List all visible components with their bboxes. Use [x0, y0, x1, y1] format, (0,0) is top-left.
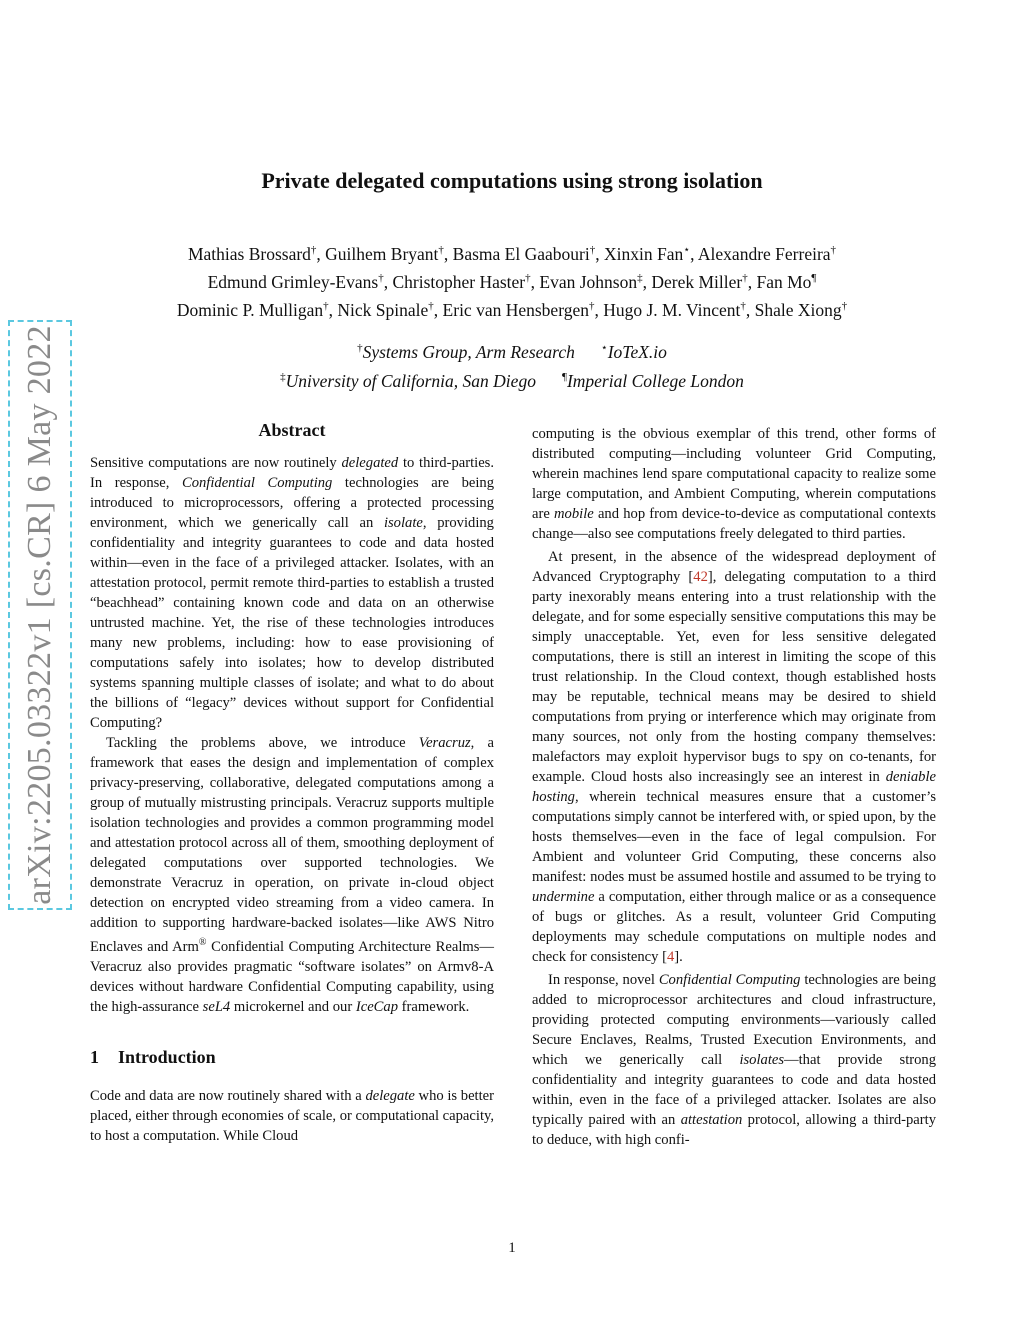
author-name: Eric van Hensbergen	[442, 299, 589, 320]
affiliation-iotex: IoTeX.io	[607, 341, 667, 362]
author-mark: ‡	[637, 271, 643, 284]
emphasis: IceCap	[355, 998, 399, 1015]
text-run: Tackling the problems above, we introduce	[106, 735, 419, 751]
author-mark: †	[525, 271, 531, 284]
arxiv-stamp[interactable]	[8, 320, 72, 910]
author-mark: †	[830, 244, 837, 256]
affiliation-mark: ‡	[280, 370, 286, 383]
citation-link[interactable]: 4	[666, 949, 675, 965]
text-run: —that provide strong confidentiality and integrity guarantees to code and data hosted within, even in the face of a privileged attacker. Isolates are also typically paired with an	[532, 1052, 936, 1128]
emphasis: seL4	[202, 998, 231, 1015]
author-mark: †	[841, 299, 848, 312]
section-title: Introduction	[118, 1046, 216, 1067]
author-mark: †	[438, 244, 444, 256]
text-run: At present, in the absence of the widespread deployment of Advanced Cryptography [	[532, 549, 936, 585]
text-run: to third-parties. In response,	[90, 455, 494, 491]
author-mark: †	[323, 299, 329, 312]
text-run: technologies are being introduced to microprocessors, offering a protected processing environment, which we generically call an	[90, 475, 494, 531]
text-run: and hop from device-to-device as computational contexts change—also see computations freely delegated to third parties.	[532, 506, 936, 542]
text-run: microkernel and our	[230, 998, 356, 1015]
author-name: Dominic P. Mulligan	[176, 299, 324, 320]
section-number: 1	[90, 1046, 99, 1067]
author-name: Hugo J. M. Vincent	[603, 299, 741, 320]
left-column	[90, 420, 494, 1146]
registered-mark: ®	[198, 937, 207, 948]
author-name: Xinxin Fan	[603, 243, 684, 264]
author-line-3: Dominic P. Mulligan†, Nick Spinale†, Eric van Hensbergen†, Hugo J. M. Vincent†, Shale Xiong†	[176, 299, 848, 320]
author-name: Edmund Grimley-Evans	[207, 271, 379, 292]
author-mark: ¶	[811, 271, 817, 284]
text-run: protocol, allowing a third-party to deduce, with high confi-	[532, 1112, 936, 1148]
emphasis: Confidential Computing	[658, 972, 801, 988]
section-heading-introduction	[90, 1047, 494, 1068]
text-run: , providing confidentiality and integrity guarantees to code and data hosted within—even in the face of a privileged attacker. Isolates, with an attestation protocol, permit remote third-parties to establish a trusted “beachhead” containing known code and data on an otherwise untrusted machine. Yet, the rise of these technologies introduces many new problems, including: how to ease provisioning of computations safely into isolates; how to develop distributed systems spanning multiple classes of isolate; and what to do about the billions of “legacy” devices without support for Confidential Computing?	[90, 515, 494, 731]
affiliation-mark: ⋆	[600, 342, 608, 354]
text-run: , a framework that eases the design and implementation of complex privacy-preserving, collaborative, delegated computations among a group of mutually mistrusting principals. Veracruz supports multiple isolation technologies and provides a common programming model and attestation protocol across all of them, smoothing deployment of delegated computations over supported technologies. We demonstrate Veracruz in operation, on private in-cloud object detection on encrypted video streaming from a video camera. In addition to supporting hardware-backed isolates—like AWS Nitro Enclaves and Arm	[90, 735, 494, 955]
author-mark: †	[378, 271, 384, 284]
affiliation-arm: Systems Group, Arm Research	[362, 341, 575, 362]
author-name: Mathias Brossard	[187, 243, 311, 264]
intro-paragraph-3	[532, 970, 936, 1150]
author-name: Alexandre Ferreira	[697, 243, 831, 264]
arxiv-id[interactable]: arXiv:2205.03322v1 [cs.CR] 6 May 2022	[21, 325, 58, 905]
author-mark: †	[588, 299, 595, 312]
author-mark: †	[742, 271, 748, 284]
author-name: Christopher Haster	[392, 271, 526, 292]
abstract-paragraph-1	[90, 453, 494, 733]
author-name: Guilhem Bryant	[325, 243, 439, 264]
paper-title: Private delegated computations using strong isolation	[261, 168, 763, 193]
emphasis: Veracruz	[418, 735, 471, 751]
author-list	[80, 238, 944, 321]
text-run: who is better placed, either through economies of scale, or computational capacity, to host a computation. While Cloud	[90, 1087, 494, 1144]
emphasis: isolates	[739, 1052, 785, 1068]
emphasis: isolate	[383, 515, 423, 531]
emphasis: deniable hosting	[532, 769, 936, 805]
author-mark: ⋆	[683, 244, 691, 256]
author-line-2: Edmund Grimley-Evans†, Christopher Haster†, Evan Johnson‡, Derek Miller†, Fan Mo¶	[207, 271, 817, 292]
affiliation-ucsd: University of California, San Diego	[285, 370, 536, 391]
text-run: a computation, either through malice or as a consequence of bugs or glitches. As a result, volunteer Grid Computing deployments may schedule computations on multiple nodes and check for consistency [	[532, 889, 936, 965]
page-number: 1	[508, 1240, 516, 1256]
abstract-heading: Abstract	[258, 420, 326, 440]
text-run: Sensitive computations are now routinely	[90, 455, 342, 471]
emphasis: delegated	[341, 455, 399, 471]
affiliation-mark: †	[357, 342, 363, 354]
author-line-1: Mathias Brossard†, Guilhem Bryant†, Basma El Gaabouri†, Xinxin Fan⋆, Alexandre Ferreira†	[187, 243, 837, 264]
emphasis: delegate	[365, 1087, 415, 1104]
intro-paragraph-1	[90, 1086, 494, 1146]
author-mark: †	[589, 244, 596, 256]
text-run: Code and data are now routinely shared with a	[90, 1087, 366, 1104]
text-run: computing is the obvious exemplar of this trend, other forms of distributed computing—including volunteer Grid Computing, wherein machines lend spare computational capacity to realize some large computation, and Ambient Computing, wherein computations are	[532, 426, 936, 522]
author-name: Basma El Gaabouri	[452, 243, 590, 264]
affiliations	[80, 336, 944, 394]
text-run: framework.	[398, 998, 470, 1015]
text-run: Confidential Computing Architecture Realms—Veracruz also provides pragmatic “software isolates” on Armv8-A devices without hardware Confidential Computing capability, using the high-assurance	[90, 938, 494, 1015]
affiliation-line-2	[80, 365, 944, 394]
right-column	[532, 424, 936, 1150]
intro-paragraph-continued	[532, 424, 936, 544]
author-name: Shale Xiong	[754, 299, 842, 320]
citation-link[interactable]: 42	[693, 569, 708, 585]
author-name: Nick Spinale	[337, 299, 429, 320]
emphasis: mobile	[554, 506, 594, 522]
author-mark: †	[740, 299, 746, 312]
author-mark: †	[310, 244, 317, 256]
emphasis: attestation	[680, 1112, 743, 1128]
text-run: ], delegating computation to a third party inexorably means entering into a trust relationship with the delegate, and for some especially sensitive computations this may be simply unacceptable. Yet, even for less sensitive delegated computations, there is still an interest in limiting the scope of this trust relationship. In the Cloud context, though established hosts may be reputable, technical means may be desired to shield computations from prying or interference which may originate from many sources, not only from the hosting company themselves: malefactors may exploit hypervisor bugs to spy on co-tenants, for example. Cloud hosts also increasingly see an interest in	[532, 569, 936, 785]
author-name: Derek Miller	[651, 271, 743, 292]
text-run: ].	[674, 949, 683, 965]
affiliation-line-1	[80, 336, 944, 365]
emphasis: Confidential Computing	[181, 475, 333, 491]
text-run: , wherein technical measures ensure that a customer’s computations simply cannot be interfered with, or spied upon, by the hosts themselves—even in the face of legal compulsion. For Ambient and volunteer Grid Computing, these concerns also manifest: nodes must be assumed hostile and assumed to be trying to	[532, 789, 936, 885]
text-run: technologies are being added to microprocessor architectures and cloud infrastructure, providing protected computing environments—variously called Secure Enclaves, Realms, Trusted Execution Environments, and which we generically call	[532, 972, 936, 1068]
abstract-paragraph-2	[90, 733, 494, 1017]
affiliation-imperial: Imperial College London	[566, 370, 744, 391]
text-run: In response, novel	[548, 972, 659, 988]
affiliation-mark: ¶	[561, 370, 567, 383]
emphasis: undermine	[532, 889, 595, 905]
author-mark: †	[428, 299, 434, 312]
author-name: Fan Mo	[756, 271, 812, 292]
intro-paragraph-2	[532, 547, 936, 967]
author-name: Evan Johnson	[539, 271, 638, 292]
